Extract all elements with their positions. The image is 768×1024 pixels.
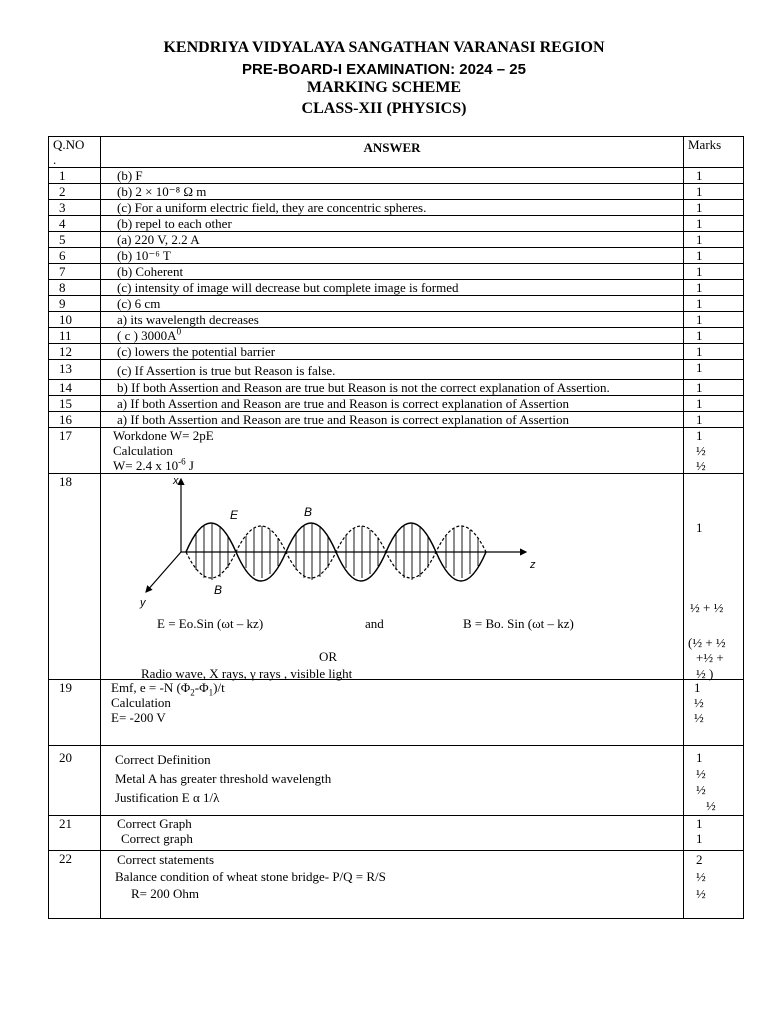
marks-cell: 1 (684, 200, 744, 216)
marks-cell: 1 (684, 248, 744, 264)
qno-cell: 4 (49, 216, 101, 232)
b-field-label-top: B (304, 505, 313, 519)
marking-scheme-table (48, 136, 744, 919)
marks-cell: 1 (684, 396, 744, 412)
marks-cell: 1 (684, 264, 744, 280)
table-row (49, 396, 744, 412)
answer-cell: (b) Coherent (101, 264, 684, 280)
axis-x-label: x (173, 475, 179, 487)
qno-cell: 9 (49, 296, 101, 312)
header-region: KENDRIYA VIDYALAYA SANGATHAN VARANASI REGION (163, 39, 605, 56)
answer-cell: ( c ) $3000A^0$ (101, 328, 684, 344)
marks-cell: 1 (684, 312, 744, 328)
marks-cell: 1 ½ ½ ½ (684, 746, 744, 816)
marks-cell: 1 (684, 412, 744, 428)
qno-cell: 22 (49, 851, 101, 919)
qno-cell: 13 (49, 360, 101, 380)
answer-cell: Correct Definition Metal A has greater threshold wavelength Justification E α 1/λ (101, 746, 684, 816)
answer-cell (101, 474, 684, 680)
qno-cell: 10 (49, 312, 101, 328)
qno-cell: 2 (49, 184, 101, 200)
header-class: CLASS-XII (PHYSICS) (301, 100, 467, 117)
marks-cell: 1 (684, 344, 744, 360)
qno-cell: 5 (49, 232, 101, 248)
answer-cell: b) If both Assertion and Reason are true but Reason is not the correct explanation of Assertion. (101, 380, 684, 396)
table-row (49, 312, 744, 328)
and-text: and (365, 616, 384, 631)
table-row (49, 184, 744, 200)
qno-cell: 11 (49, 328, 101, 344)
answer-cell: a) If both Assertion and Reason are true and Reason is correct explanation of Assertion (101, 396, 684, 412)
table-row (49, 380, 744, 396)
marks-cell: 1 (684, 328, 744, 344)
marks-cell: 1 (684, 168, 744, 184)
table-row (49, 232, 744, 248)
table-row (49, 328, 744, 344)
table-row-21 (49, 816, 744, 851)
qno-cell: 16 (49, 412, 101, 428)
table-row-17 (49, 428, 744, 474)
qno-cell: 20 (49, 746, 101, 816)
marks-cell: 1 (684, 216, 744, 232)
e-field-label: E (230, 508, 239, 522)
marks-cell: 1 ½ ½ (684, 680, 744, 746)
col-answer: ANSWER (101, 137, 684, 168)
qno-cell: 17 (49, 428, 101, 474)
table-row (49, 280, 744, 296)
answer-cell: Correct statements Balance condition of wheat stone bridge- P/Q = R/S R= 200 Ohm (101, 851, 684, 919)
marks-cell: 1 ½ ½ (684, 428, 744, 474)
axis-z-label: z (530, 559, 536, 571)
table-row (49, 216, 744, 232)
header-exam: PRE-BOARD-I EXAMINATION: 2024 – 25 (242, 61, 526, 78)
marks-cell: 1 1 (684, 816, 744, 851)
marks-cell: 1 (684, 232, 744, 248)
table-row (49, 200, 744, 216)
table-row (49, 412, 744, 428)
marks-cell: 1 (684, 380, 744, 396)
answer-cell: (c) intensity of image will decrease but complete image is formed (101, 280, 684, 296)
qno-cell: 19 (49, 680, 101, 746)
answer-cell: (b) repel to each other (101, 216, 684, 232)
col-qno: Q.NO . (49, 137, 101, 168)
answer-cell: (c) 6 cm (101, 296, 684, 312)
answer-cell: Emf, e = -N $(\Phi_2-\Phi_1)/t$ Calculation E= -200 V (101, 680, 684, 746)
col-marks: Marks (684, 137, 744, 168)
alt-answer: Radio wave, X rays, γ rays , visible light (141, 666, 353, 681)
answer-cell: (a) 220 V, 2.2 A (101, 232, 684, 248)
axis-y-label: y (140, 597, 146, 609)
answer-cell: (c) If Assertion is true but Reason is false. (101, 360, 684, 380)
qno-cell: 6 (49, 248, 101, 264)
marks-cell: 1 (684, 296, 744, 312)
qno-cell: 8 (49, 280, 101, 296)
marks-cell: 2 ½ ½ (684, 851, 744, 919)
qno-cell: 1 (49, 168, 101, 184)
qno-cell: 21 (49, 816, 101, 851)
table-row (49, 168, 744, 184)
mcq-rows (49, 168, 744, 428)
answer-cell: a) If both Assertion and Reason are true and Reason is correct explanation of Assertion (101, 412, 684, 428)
em-wave-diagram (126, 474, 546, 609)
answer-cell: (b) F (101, 168, 684, 184)
table-row (49, 264, 744, 280)
answer-cell: (b) 2 × 10⁻⁸ Ω m (101, 184, 684, 200)
answer-cell: (c) For a uniform electric field, they are concentric spheres. (101, 200, 684, 216)
table-row-22 (49, 851, 744, 919)
answer-cell: Workdone W= 2pE Calculation W= 2.4 x $10^{-6}$ J (101, 428, 684, 474)
qno-cell: 12 (49, 344, 101, 360)
table-row (49, 344, 744, 360)
answer-cell: (b) 10⁻⁶ T (101, 248, 684, 264)
marks-cell: 1 (684, 360, 744, 380)
table-header-row (49, 137, 744, 168)
table-row (49, 360, 744, 380)
b-equation: B = Bo. Sin (ωt – kz) (463, 616, 574, 631)
table-row-18 (49, 474, 744, 680)
qno-cell: 14 (49, 380, 101, 396)
qno-cell: 3 (49, 200, 101, 216)
table-row (49, 296, 744, 312)
marks-cell: 1 ½ + ½ (½ + ½ +½ + ½ ) (684, 474, 744, 680)
table-row-19 (49, 680, 744, 746)
header-scheme: MARKING SCHEME (306, 79, 462, 96)
answer-cell: a) its wavelength decreases (101, 312, 684, 328)
answer-cell: (c) lowers the potential barrier (101, 344, 684, 360)
or-text: OR (319, 649, 338, 664)
qno-cell: 15 (49, 396, 101, 412)
qno-cell: 18 (49, 474, 101, 680)
marks-cell: 1 (684, 280, 744, 296)
table-row (49, 248, 744, 264)
table-row-20 (49, 746, 744, 816)
answer-cell: Correct Graph Correct graph (101, 816, 684, 851)
b-field-label-bottom: B (214, 583, 223, 597)
marks-cell: 1 (684, 184, 744, 200)
qno-cell: 7 (49, 264, 101, 280)
e-equation: E = Eo.Sin (ωt – kz) (157, 616, 264, 631)
